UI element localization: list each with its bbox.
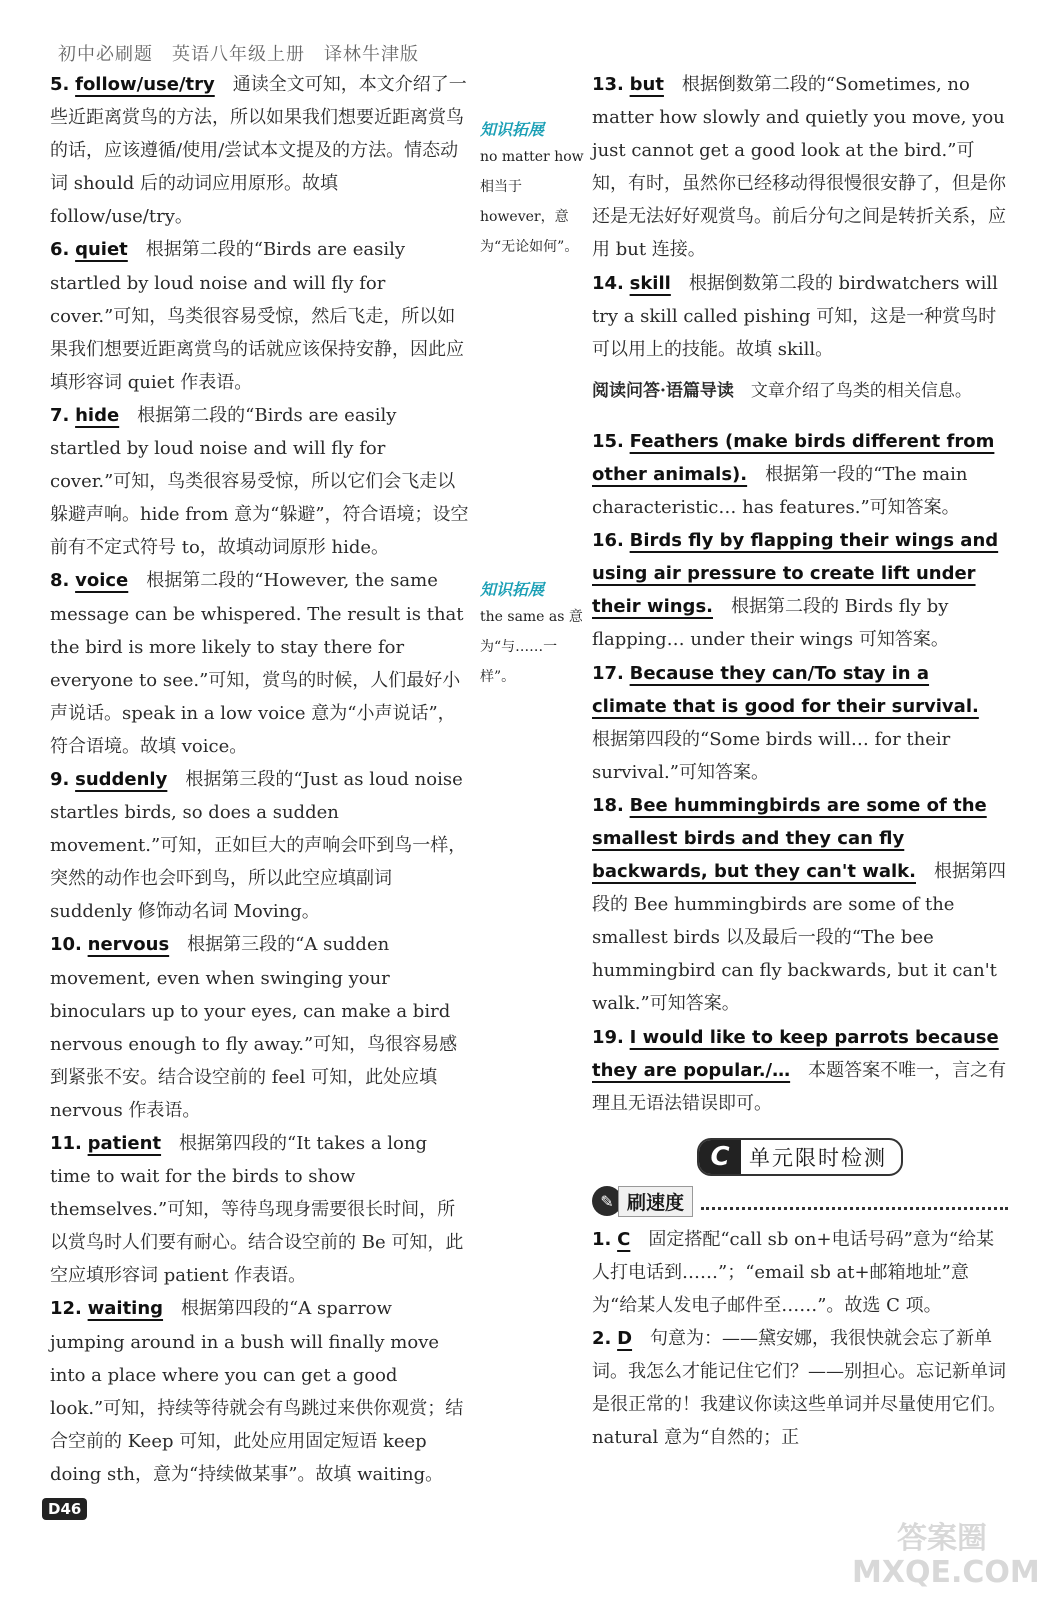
- page-number: D46: [42, 1498, 87, 1520]
- item-answer: Because they can/To stay in a climate that is good for their survival.: [592, 662, 979, 717]
- item-answer: D: [617, 1328, 633, 1350]
- answer-item-13: [592, 68, 1008, 267]
- banner-box: [697, 1138, 903, 1176]
- note-text: no matter how 相当于 however，意为“无论如何”。: [480, 149, 584, 255]
- item-explanation: 根据倒数第二段的“Sometimes, no matter how slowly and quietly you move, you just cannot get a good look at the bird.”可知，有时，虽然你已经移动得很慢很安静了，但是你还是无法好好观赏鸟。前后分句之间是转折关系，应用 but 连接。: [592, 74, 1006, 261]
- item-answer: hide: [75, 404, 120, 426]
- item-number: 5.: [50, 74, 70, 95]
- item-number: 6.: [50, 239, 70, 261]
- item-answer: patient: [87, 1133, 162, 1154]
- note-title: 知识拓展: [480, 580, 545, 599]
- item-number: 8.: [50, 570, 70, 592]
- item-number: 16.: [592, 530, 624, 552]
- answer-item-12: [50, 1292, 470, 1491]
- item-number: 17.: [592, 662, 624, 684]
- item-explanation: 本题答案不唯一，言之有理且无语法错误即可。: [592, 1059, 1007, 1114]
- item-explanation: 根据第三段的“A sudden movement, even when swinging your binoculars up to your eyes, can make a bird nervous enough to fly away.”可知，鸟很容易感到紧张不安。结合设空前的 feel 可知，此处应填 nervous 作表语。: [50, 934, 458, 1121]
- item-explanation: 根据第四段的“Some birds will… for their survival.”可知答案。: [592, 695, 997, 783]
- section-header: [592, 1186, 1008, 1217]
- item-explanation: 根据第二段的 Birds fly by flapping… under their wings 可知答案。: [592, 596, 949, 651]
- note-text: the same as 意为“与……一样”。: [480, 609, 583, 685]
- intro-text: 文章介绍了鸟类的相关信息。: [733, 380, 972, 401]
- item-explanation: 通读全文可知，本文介绍了一些近距离赏鸟的方法，所以如果我们想要近距离赏鸟的话，应该遵循/使用/尝试本文提及的方法。情态动词 should 后的动词应用原形。故填 follow/use/try。: [50, 74, 467, 228]
- answer-item-18: [592, 789, 1008, 1021]
- item-answer: voice: [75, 570, 129, 592]
- item-number: 18.: [592, 794, 624, 816]
- page-header: 初中必刷题 英语八年级上册 译林牛津版: [58, 44, 419, 65]
- pencil-icon: ✎: [592, 1186, 622, 1216]
- item-answer: suddenly: [75, 768, 168, 790]
- left-column: [50, 68, 470, 1491]
- unit-test-banner: [592, 1138, 1008, 1176]
- item-number: 11.: [50, 1133, 82, 1154]
- item-number: 13.: [592, 74, 624, 95]
- item-answer: skill: [629, 272, 671, 294]
- answer-item-5: [50, 68, 470, 233]
- item-explanation: 根据第二段的“However, the same message can be whispered. The result is that the bird is more likely to stay there for everyone to see.”可知，赏鸟的时候，人们最好小声说话。speak in a low voice 意为“小声说话”，符合语境。故填 voice。: [50, 570, 464, 757]
- banner-letter: C: [699, 1140, 741, 1174]
- answer-item-11: [50, 1127, 470, 1292]
- item-number: 19.: [592, 1026, 624, 1048]
- answer-item-17: [592, 657, 1008, 789]
- side-note-no-matter-how: [480, 118, 584, 262]
- item-answer: I would like to keep parrots because they are popular./…: [592, 1026, 999, 1081]
- item-explanation: 根据倒数第二段的 birdwatchers will try a skill called pishing 可知，这是一种赏鸟时可以用上的技能。故填 skill。: [592, 272, 998, 360]
- item-answer: Birds fly by flapping their wings and using air pressure to create lift under their wings.: [592, 530, 999, 618]
- item-explanation: 句意为：——黛安娜，我很快就会忘了新单词。我怎么才能记住它们？——别担心。忘记新单词是很正常的！我建议你读这些单词并尽量使用它们。natural 意为“自然的；正: [592, 1328, 1006, 1449]
- item-explanation: 固定搭配“call sb on+电话号码”意为“给某人打电话到……”；“email sb at+邮箱地址”意为“给某人发电子邮件至……”。故选 C 项。: [592, 1228, 994, 1316]
- dotted-divider: [701, 1193, 1008, 1210]
- answer-item-10: [50, 928, 470, 1127]
- item-number: 2.: [592, 1328, 612, 1350]
- item-number: 12.: [50, 1298, 82, 1320]
- reading-intro: [592, 376, 1008, 407]
- answer-item-9: [50, 763, 470, 928]
- item-explanation: 根据第三段的“Just as loud noise startles birds, so does a sudden movement.”可知，正如巨大的声响会吓到鸟一样，突然的动作也会吓到鸟，所以此空应填副词 suddenly 修饰动名词 Moving。: [50, 768, 467, 923]
- item-answer: nervous: [87, 934, 170, 956]
- answer-item-19: [592, 1021, 1008, 1120]
- section-label: 刷速度: [618, 1186, 693, 1217]
- item-number: 14.: [592, 272, 624, 294]
- banner-text: 单元限时检测: [749, 1145, 887, 1170]
- watermark: 答案圈 MXQE.COM: [852, 1521, 1040, 1590]
- item-answer: follow/use/try: [75, 74, 215, 95]
- item-explanation: 根据第四段的“It takes a long time to wait for the birds to show themselves.”可知，等待鸟现身需要很长时间，所以赏鸟时人们要有耐心。结合设空前的 Be 可知，此空应填形容词 patient 作表语。: [50, 1133, 464, 1287]
- item-answer: but: [629, 74, 664, 95]
- item-number: 7.: [50, 404, 70, 426]
- item-explanation: 根据第四段的 Bee hummingbirds are some of the smallest birds 以及最后一段的“The bee hummingbird can fly backwards, but it can't walk.”可知答案。: [592, 861, 1006, 1015]
- item-answer: waiting: [87, 1298, 164, 1320]
- answer-item-16: [592, 524, 1008, 656]
- item-explanation: 根据第二段的“Birds are easily startled by loud noise and will fly for cover.”可知，鸟类很容易受惊，然后飞走，所以如果我们想要近距离赏鸟的话就应该保持安静，因此应填形容词 quiet 作表语。: [50, 239, 464, 393]
- answer-item-8: [50, 564, 470, 763]
- answer-item-15: [592, 425, 1008, 524]
- item-answer: quiet: [75, 239, 128, 261]
- side-note-the-same-as: [480, 578, 584, 692]
- item-explanation: 根据第一段的“The main characteristic… has features.”可知答案。: [592, 463, 968, 519]
- item-explanation: 根据第四段的“A sparrow jumping around in a bush will finally move into a place where you can get a good look.”可知，持续等待就会有鸟跳过来供你观赏；结合空前的 Keep 可知，此处应用固定短语 keep doing sth，意为“持续做某事”。故填 waiting。: [50, 1298, 464, 1485]
- note-title: 知识拓展: [480, 120, 545, 139]
- item-answer: Feathers (make birds different from other animals).: [592, 430, 995, 485]
- item-number: 10.: [50, 934, 82, 956]
- answer-item-7: [50, 399, 470, 564]
- right-column: [592, 68, 1008, 1454]
- item-number: 9.: [50, 768, 70, 790]
- item-number: 15.: [592, 430, 624, 452]
- item-number: 1.: [592, 1228, 612, 1250]
- item-explanation: 根据第二段的“Birds are easily startled by loud noise and will fly for cover.”可知，鸟类很容易受惊，所以它们会飞走以躲避声响。hide from 意为“躲避”，符合语境；设空前有不定式符号 to，故填动词原形 hide。: [50, 404, 469, 559]
- item-answer: C: [617, 1228, 631, 1250]
- item-answer: Bee hummingbirds are some of the smallest birds and they can fly backwards, but they can't walk.: [592, 794, 987, 883]
- answer-item-6: [50, 233, 470, 398]
- answer-item-c2: [592, 1322, 1008, 1454]
- answer-item-c1: [592, 1223, 1008, 1322]
- intro-title: 阅读问答·语篇导读: [592, 380, 734, 401]
- answer-item-14: [592, 267, 1008, 366]
